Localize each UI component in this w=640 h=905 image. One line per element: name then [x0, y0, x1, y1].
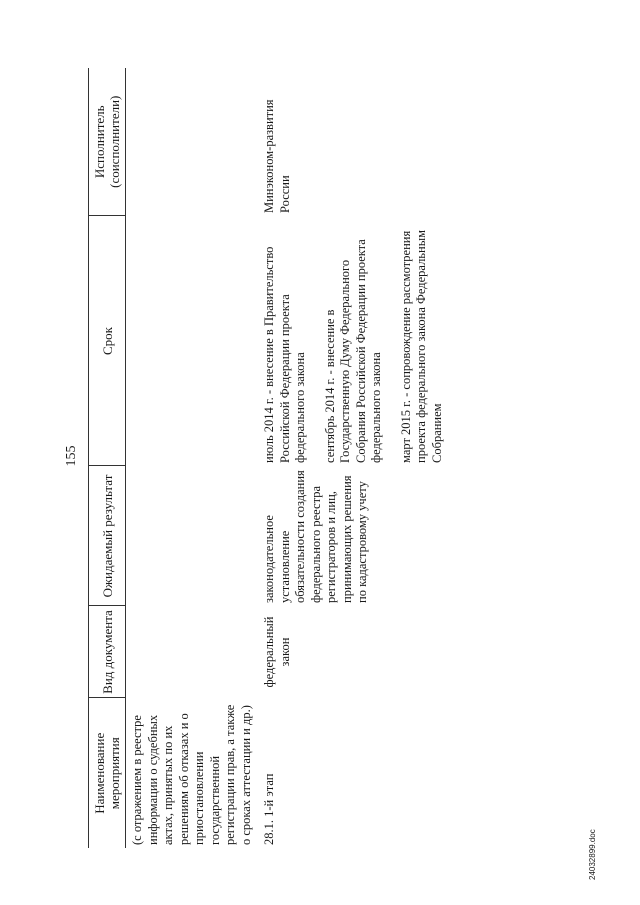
table-row	[126, 68, 259, 848]
rotated-table-page	[88, 68, 444, 848]
result-cell: законодательное установление обязательности создания федерального реестра регистраторов и лиц, принимающих решения по кадастровому учету	[262, 470, 369, 603]
term-entry: июль 2014 г. - внесение в Правительство Российской Федерации проекта федерального закона	[262, 246, 307, 463]
measures-table	[88, 68, 449, 848]
table-row	[258, 68, 449, 848]
executor-cell: Минэконом-развития России	[262, 99, 292, 213]
doc-type-cell: федеральный закон	[262, 616, 292, 688]
header-doc-type: Вид документа	[89, 606, 126, 698]
header-result: Ожидаемый результат	[89, 466, 126, 606]
continued-name-cell: (с отражением в реестре информации о судебных актах, принятых по их решениям об отказах и о приостановлении государственной регистрации прав, а также о сроках аттестации и др.)	[130, 704, 253, 845]
term-entry: март 2015 г. - сопровождение рассмотрения проекта федерального закона Федеральным Собранием	[398, 229, 444, 463]
term-entry: сентябрь 2014 г. - внесение в Государственную Думу Федерального Собрания Российской Федерации проекта федерального закона	[322, 239, 383, 463]
file-code: 24032899.doc	[588, 829, 597, 880]
header-name: Наименование мероприятия	[89, 698, 126, 848]
page-number: 155	[64, 445, 79, 467]
header-executor: Исполнитель (соисполнители)	[89, 68, 126, 216]
stage-name-cell: 28.1. 1-й этап	[262, 773, 276, 845]
header-term: Срок	[89, 216, 126, 466]
table-header-row	[89, 68, 126, 848]
term-cell	[258, 216, 449, 466]
